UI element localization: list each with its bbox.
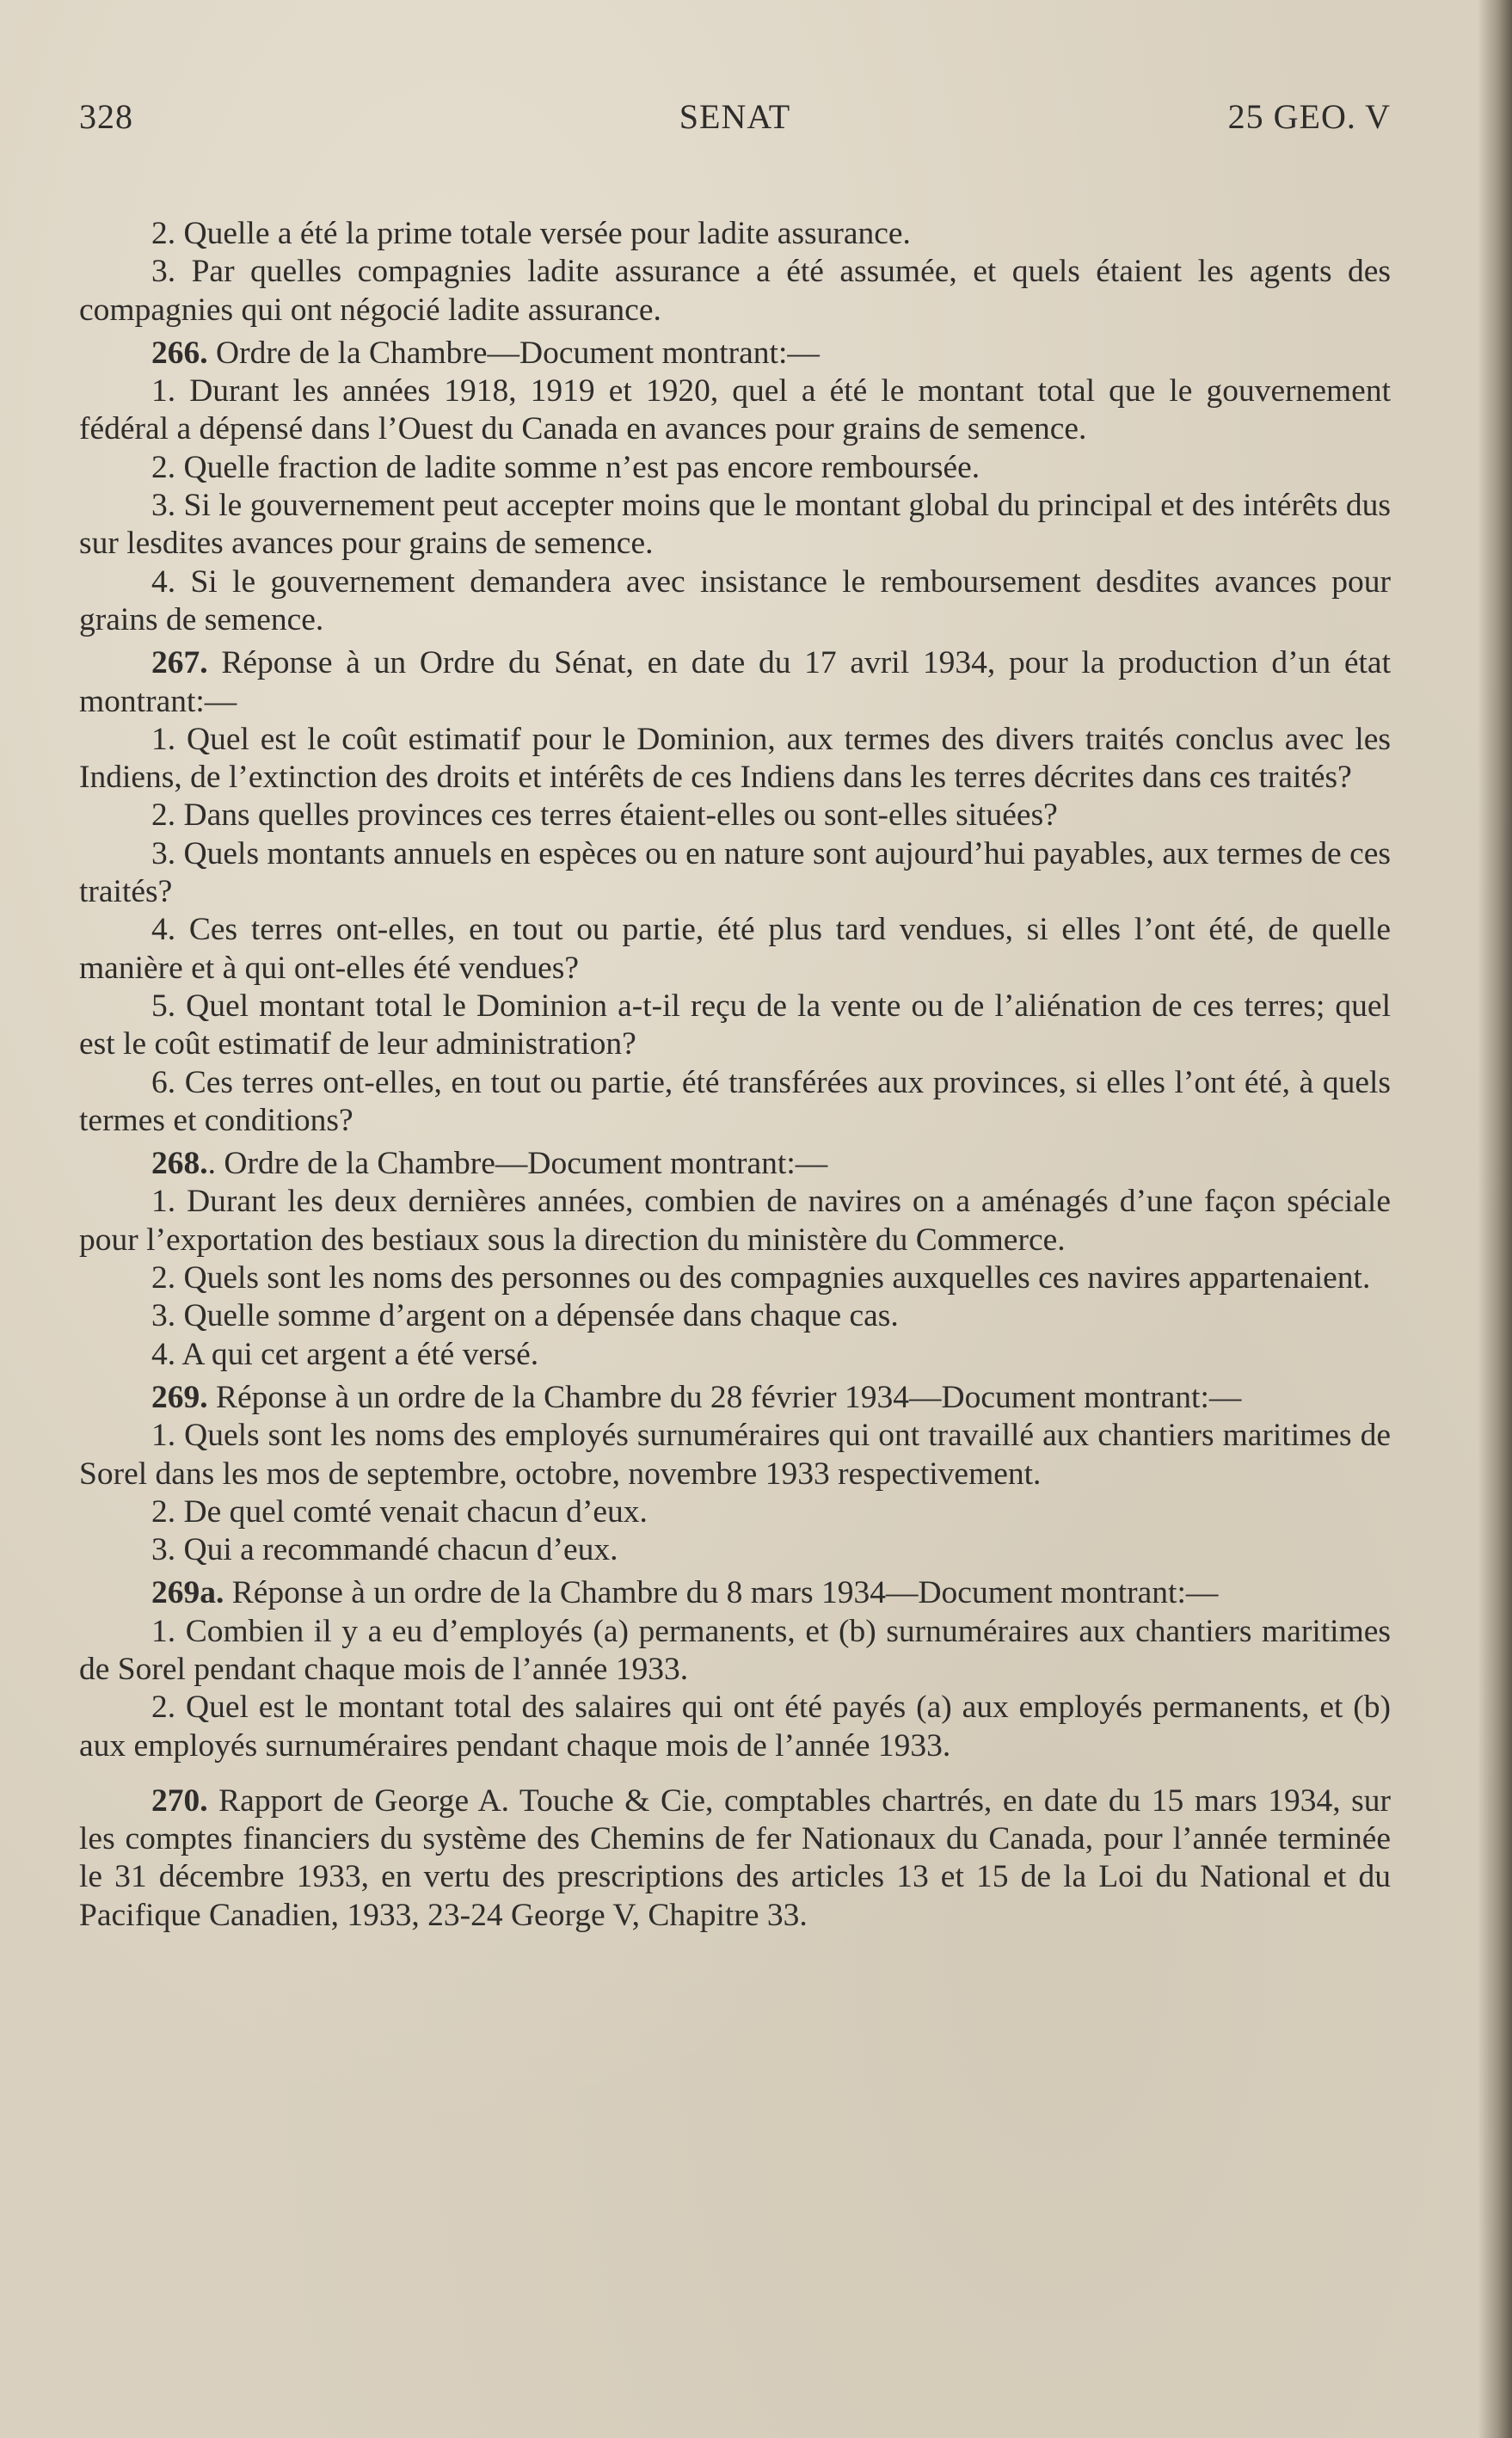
item-266: 266. Ordre de la Chambre—Document montrant:— bbox=[151, 335, 820, 371]
paragraph: 1. Durant les années 1918, 1919 et 1920, quel a été le montant total que le gouvernement fédéral a dépensé dans l’Ouest du Canada en avances pour grains de semence. bbox=[79, 373, 1391, 447]
paragraph: 6. Ces terres ont-elles, en tout ou partie, été transférées aux provinces, si elles l’ont été, à quels termes et conditions? bbox=[79, 1064, 1391, 1138]
paragraph: 4. Si le gouvernement demandera avec insistance le remboursement desdites avances pour grains de semence. bbox=[79, 563, 1391, 637]
paragraph: 2. Quelle a été la prime totale versée pour ladite assurance. bbox=[151, 216, 911, 251]
paragraph: 4. A qui cet argent a été versé. bbox=[151, 1336, 539, 1372]
paragraph: 2. Dans quelles provinces ces terres étaient-elles ou sont-elles situées? bbox=[151, 797, 1058, 834]
item-269a: 269a. Réponse à un ordre de la Chambre du 8 mars 1934—Document montrant:— bbox=[151, 1575, 1219, 1611]
paragraph: 1. Combien il y a eu d’employés (a) permanents, et (b) surnuméraires aux chantiers maritimes de Sorel pendant chaque mois de l’année 1933. bbox=[79, 1613, 1391, 1687]
paragraph: 1. Quels sont les noms des employés surnuméraires qui ont travaillé aux chantiers maritimes de Sorel dans les mos de septembre, octobre, novembre 1933 respectivement. bbox=[79, 1418, 1391, 1492]
page-header bbox=[79, 96, 1391, 148]
item-267: 267. Réponse à un Ordre du Sénat, en date du 17 avril 1934, pour la production d’un état montrant:— bbox=[79, 645, 1391, 719]
item-269: 269. Réponse à un ordre de la Chambre du 28 février 1934—Document montrant:— bbox=[151, 1379, 1242, 1415]
page-number: 328 bbox=[79, 97, 133, 136]
item-270: 270. Rapport de George A. Touche & Cie, comptables chartrés, en date du 15 mars 1934, sur les comptes financiers du système des Chemins de fer Nationaux du Canada, pour l’année terminée le 31 décembre 1933, en vertu des prescriptions des articles 13 et 15 de la Loi du National et du Pacifique Canadien, 1933, 23-24 George V, Chapitre 33. bbox=[79, 1782, 1391, 1933]
paragraph: 4. Ces terres ont-elles, en tout ou partie, été plus tard vendues, si elles l’ont été, de quelle manière et à qui ont-elles été vendues? bbox=[79, 912, 1391, 986]
paragraph: 2. Quels sont les noms des personnes ou des compagnies auxquelles ces navires appartenaient. bbox=[151, 1260, 1371, 1296]
paragraph: 1. Durant les deux dernières années, combien de navires on a aménagés d’une façon spéciale pour l’exportation des bestiaux sous la direction du ministère du Commerce. bbox=[79, 1184, 1391, 1258]
paragraph: 2. De quel comté venait chacun d’eux. bbox=[151, 1493, 648, 1530]
page-title: SENAT bbox=[679, 97, 791, 136]
paragraph: 2. Quelle fraction de ladite somme n’est pas encore remboursée. bbox=[151, 449, 980, 485]
paragraph: 3. Par quelles compagnies ladite assurance a été assumée, et quels étaient les agents des compagnies qui ont négocié ladite assurance. bbox=[79, 254, 1391, 328]
item-268: 268.. Ordre de la Chambre—Document montrant:— bbox=[151, 1146, 828, 1182]
paragraph: 1. Quel est le coût estimatif pour le Dominion, aux termes des divers traités conclus avec les Indiens, de l’extinction des droits et intérêts de ces Indiens dans les terres décrites dans ces traités? bbox=[79, 721, 1391, 796]
paragraph: 3. Quelle somme d’argent on a dépensée dans chaque cas. bbox=[151, 1298, 899, 1334]
document-body bbox=[79, 215, 1391, 1935]
paragraph: 3. Si le gouvernement peut accepter moins que le montant global du principal et des intérêts dus sur lesdites avances pour grains de semence. bbox=[79, 488, 1391, 562]
regnal-year: 25 GEO. V bbox=[1227, 97, 1391, 136]
paragraph: 3. Quels montants annuels en espèces ou en nature sont aujourd’hui payables, aux termes de ces traités? bbox=[79, 835, 1391, 910]
paragraph: 5. Quel montant total le Dominion a-t-il reçu de la vente ou de l’aliénation de ces terres; quel est le coût estimatif de leur administration? bbox=[79, 988, 1391, 1062]
paragraph: 2. Quel est le montant total des salaires qui ont été payés (a) aux employés permanents, et (b) aux employés surnuméraires pendant chaque mois de l’année 1933. bbox=[79, 1690, 1391, 1764]
paragraph: 3. Qui a recommandé chacun d’eux. bbox=[151, 1532, 618, 1568]
page-edge-shadow bbox=[1478, 0, 1512, 2438]
